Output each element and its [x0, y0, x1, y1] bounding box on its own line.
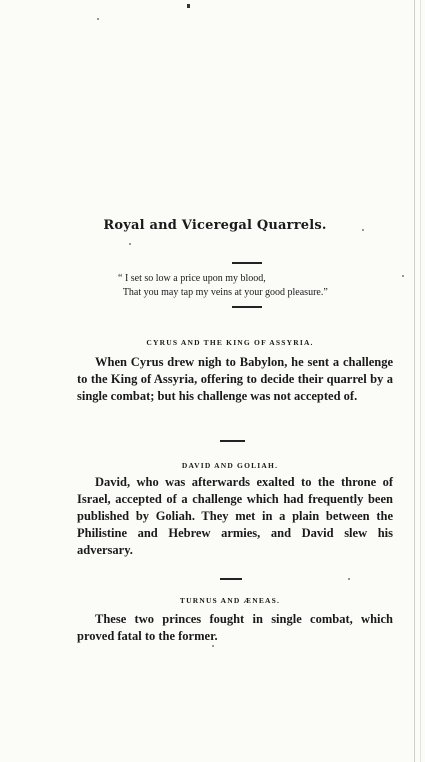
divider-rule	[232, 262, 262, 264]
epigraph-line-2: That you may tap my veins at your good pleasure.”	[122, 287, 328, 298]
speck	[97, 18, 99, 20]
speck	[402, 275, 404, 277]
section-paragraph	[77, 474, 393, 559]
page-edge-shadow	[420, 0, 421, 762]
paragraph-text: David, who was afterwards exalted to the throne of Israel, accepted of a challenge which had frequently been published by Goliah. They met in a plain between the Philistine and Hebrew armies, and David slew his adversary.	[77, 475, 393, 557]
section-paragraph	[77, 611, 393, 645]
speck	[129, 243, 131, 245]
top-mark	[187, 4, 190, 8]
section-heading: DAVID AND GOLIAH.	[181, 461, 279, 470]
page-edge	[414, 0, 415, 762]
divider-rule	[220, 440, 245, 442]
epigraph-line-1: “ I set so low a price upon my blood,	[118, 273, 266, 284]
speck	[348, 578, 350, 580]
section-paragraph	[77, 354, 393, 405]
section-heading: CYRUS AND THE KING OF ASSYRIA.	[146, 338, 314, 347]
section-heading: TURNUS AND ÆNEAS.	[179, 596, 281, 605]
speck	[362, 229, 364, 231]
paragraph-text: When Cyrus drew nigh to Babylon, he sent a challenge to the King of Assyria, offering to decide their quarrel by a single combat; but his challenge was not accepted of.	[77, 355, 393, 403]
speck	[212, 645, 214, 647]
divider-rule	[220, 578, 242, 580]
page-title: Royal and Viceregal Quarrels.	[103, 218, 327, 233]
divider-rule	[232, 306, 262, 308]
epigraph	[118, 272, 328, 300]
paragraph-text: These two princes fought in single combat, which proved fatal to the former.	[77, 612, 393, 643]
